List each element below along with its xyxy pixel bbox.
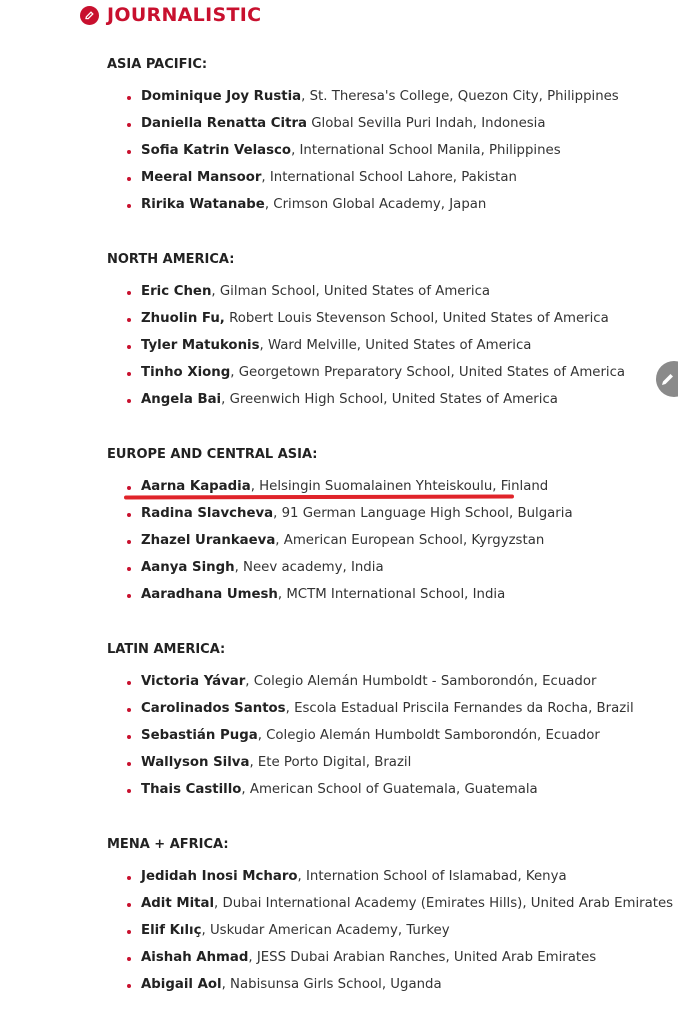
region-heading-europe-central-asia: EUROPE AND CENTRAL ASIA: [107,447,318,462]
list-item [124,696,634,723]
list-item [124,306,625,333]
student-detail: , Colegio Alemán Humboldt Samborondón, Ecuador [257,727,600,743]
bullet-icon [127,177,131,181]
student-detail: , Georgetown Preparatory School, United States of America [230,364,626,380]
student-name: Radina Slavcheva [141,505,274,521]
student-name: Tinho Xiong [141,364,231,380]
student-name: Eric Chen [141,284,212,299]
bullet-icon [127,318,131,322]
pencil-icon [660,371,676,387]
student-detail: , Escola Estadual Priscila Fernandes da Rocha, Brazil [285,700,634,716]
north-america-list [124,279,625,413]
region-heading-asia-pacific: ASIA PACIFIC: [107,57,208,72]
student-name: Abigail Aol [141,976,222,992]
student-detail: , Nabisunsa Girls School, Uganda [221,976,442,992]
bullet-icon [127,984,131,988]
student-name: Aishah Ahmad [141,949,249,965]
student-detail: Global Sevilla Puri Indah, Indonesia [306,115,546,131]
student-detail: , Gilman School, United States of America [211,284,491,299]
bullet-icon [127,594,131,598]
bullet-icon [127,204,131,208]
student-name: Jedidah Inosi Mcharo [141,869,298,884]
student-name: Aarna Kapadia [141,479,251,494]
student-detail: , Internation School of Islamabad, Kenya [297,869,567,884]
student-detail: , Neev academy, India [234,559,384,575]
student-name: Aanya Singh [141,559,235,575]
bullet-icon [127,540,131,544]
region-heading-mena-africa: MENA + AFRICA: [107,837,229,852]
student-name: Victoria Yávar [141,674,246,689]
bullet-icon [127,150,131,154]
list-item [124,864,673,891]
student-detail: , St. Theresa's College, Quezon City, Philippines [301,89,619,104]
bullet-icon [127,903,131,907]
student-detail: , Greenwich High School, United States of America [221,391,558,407]
student-detail: , Colegio Alemán Humboldt - Samborondón, Ecuador [245,674,597,689]
list-item [124,669,634,696]
list-item [124,387,625,414]
latin-america-list [124,669,634,803]
student-detail: , American European School, Kyrgyzstan [275,532,545,548]
list-item [124,723,634,750]
list-item [124,165,619,192]
student-name: Elif Kılıç [141,922,202,938]
bullet-icon [127,789,131,793]
bullet-icon [127,123,131,127]
student-detail: , Helsingin Suomalainen Yhteiskoulu, Finland [250,479,549,494]
list-item [124,333,625,360]
student-detail: , 91 German Language High School, Bulgaria [273,505,573,521]
list-item [124,84,619,111]
list-item [124,555,573,582]
bullet-icon [127,96,131,100]
mena-africa-list [124,864,673,998]
student-name: Wallyson Silva [141,754,250,770]
student-detail: , Uskudar American Academy, Turkey [201,922,450,938]
student-name: Aaradhana Umesh [141,586,278,602]
list-item [124,582,573,609]
list-item [124,528,573,555]
list-item [124,972,673,999]
bullet-icon [127,735,131,739]
bullet-icon [127,291,131,295]
student-detail: , MCTM International School, India [277,586,506,602]
student-detail: , Crimson Global Academy, Japan [264,196,487,212]
bullet-icon [127,513,131,517]
pen-badge-icon [80,6,99,25]
list-item [124,891,673,918]
student-name: Daniella Renatta Citra [141,115,307,131]
student-detail: , Ward Melville, United States of America [259,337,532,353]
student-name: Sofia Katrin Velasco [141,142,292,158]
bullet-icon [127,372,131,376]
section-header [80,4,261,26]
list-item [124,501,573,528]
asia-pacific-list [124,84,619,218]
list-item [124,111,619,138]
bullet-icon [127,708,131,712]
edit-button[interactable] [656,361,678,397]
student-detail: , International School Manila, Philippines [291,142,561,158]
list-item [124,945,673,972]
student-name: Sebastián Puga [141,727,258,743]
student-detail: , JESS Dubai Arabian Ranches, United Arab Emirates [248,949,597,965]
student-name: Tyler Matukonis [141,337,260,353]
bullet-icon [127,567,131,571]
student-detail: , American School of Guatemala, Guatemala [241,781,538,797]
bullet-icon [127,930,131,934]
student-name: Zhuolin Fu, [141,310,225,326]
student-name: Ririka Watanabe [141,196,265,212]
student-name: Dominique Joy Rustia [141,89,302,104]
student-name: Angela Bai [141,391,222,407]
list-item [124,138,619,165]
student-name: Thais Castillo [141,781,242,797]
list-item [124,360,625,387]
student-name: Carolinados Santos [141,700,286,716]
student-name: Meeral Mansoor [141,169,262,185]
region-heading-latin-america: LATIN AMERICA: [107,642,226,657]
bullet-icon [127,399,131,403]
bullet-icon [127,762,131,766]
bullet-icon [127,345,131,349]
student-detail: , Ete Porto Digital, Brazil [249,754,412,770]
region-heading-north-america: NORTH AMERICA: [107,252,235,267]
bullet-icon [127,681,131,685]
list-item [124,279,625,306]
section-title: JOURNALISTIC [107,4,262,26]
bullet-icon [127,957,131,961]
student-name: Zhazel Urankaeva [141,532,276,548]
bullet-icon [127,486,131,490]
list-item [124,918,673,945]
list-item [124,192,619,219]
bullet-icon [127,876,131,880]
student-name: Adit Mital [141,895,215,911]
list-item [124,750,634,777]
list-item [124,777,634,804]
student-detail: Robert Louis Stevenson School, United States of America [224,310,609,326]
student-detail: , Dubai International Academy (Emirates Hills), United Arab Emirates [214,895,674,911]
student-detail: , International School Lahore, Pakistan [261,169,517,185]
